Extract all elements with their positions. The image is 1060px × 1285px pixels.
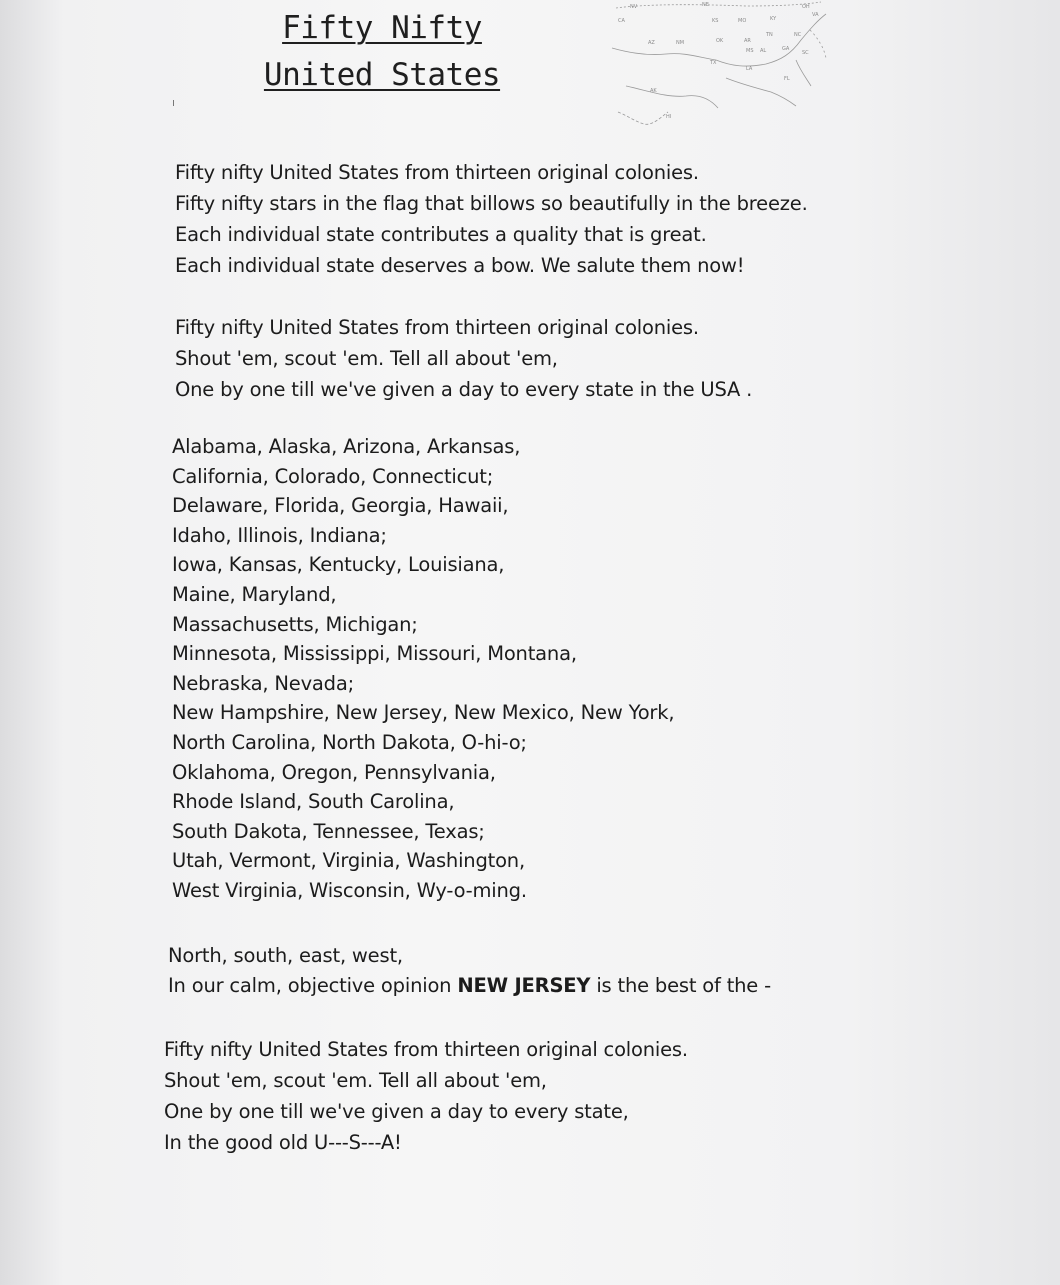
verse-1-line-3: Each individual state contributes a quality that is great. [175,223,707,246]
state-list-line-16: West Virginia, Wisconsin, Wy-o-ming. [172,878,527,902]
map-state-label: HI [666,114,672,120]
verse-1 [175,157,808,281]
map-state-label: NM [676,40,685,46]
song-title-line-2: United States [263,57,501,93]
state-list-line-1: Alabama, Alaska, Arizona, Arkansas, [172,435,521,458]
bridge-line-2-start: In our calm, objective opinion [168,974,458,997]
state-list-line-7: Massachusetts, Michigan; [172,612,418,636]
map-state-label: OH [802,4,810,10]
map-state-label: MO [738,18,747,24]
map-state-label: NE [702,2,709,8]
state-list-line-14: South Dakota, Tennessee, Texas; [172,819,485,843]
map-state-label: VA [812,12,819,18]
state-list-line-13: Rhode Island, South Carolina, [172,790,455,814]
map-state-label: MS [746,48,754,54]
map-state-label: GA [782,46,790,52]
chorus-1-line-1: Fifty nifty United States from thirteen original colonies. [175,316,699,339]
state-list-line-2: California, Colorado, Connecticut; [172,464,494,488]
us-map-sketch [606,0,838,130]
chorus-1 [175,312,752,405]
verse-1-line-2: Fifty nifty stars in the flag that billows so beautifully in the breeze. [175,192,808,215]
state-list-line-9: Nebraska, Nevada; [172,671,354,695]
bridge-line-2 [168,971,771,1001]
verse-1-line-4: Each individual state deserves a bow. We salute them now! [175,254,745,277]
paper-speck [173,100,174,106]
map-state-label: AZ [648,40,655,46]
map-state-label: SC [802,50,809,56]
map-state-label: OK [716,38,724,44]
state-list [172,432,674,906]
state-list-line-6: Maine, Maryland, [172,582,337,606]
map-state-label: KY [770,16,777,22]
final-chorus-line-2: Shout 'em, scout 'em. Tell all about 'em, [164,1069,547,1092]
final-chorus-line-1: Fifty nifty United States from thirteen original colonies. [164,1038,688,1061]
map-state-label: AK [650,88,657,94]
final-chorus-line-4: In the good old U---S---A! [164,1131,402,1154]
state-list-line-12: Oklahoma, Oregon, Pennsylvania, [172,760,496,784]
state-list-line-4: Idaho, Illinois, Indiana; [172,523,387,547]
map-state-label: TN [766,32,773,38]
map-state-label: CA [618,18,625,24]
state-list-line-5: Iowa, Kansas, Kentucky, Louisiana, [172,553,505,577]
verse-1-line-1: Fifty nifty United States from thirteen original colonies. [175,161,699,184]
map-state-label: NV [630,4,638,10]
map-state-label: TX [710,60,717,66]
new-jersey-emphasis: NEW JERSEY [457,974,591,997]
bridge-line-2-end: is the best of the - [590,974,771,997]
map-state-label: NC [794,32,802,38]
state-list-line-10: New Hampshire, New Jersey, New Mexico, New York, [172,701,675,725]
bridge-line-1: North, south, east, west, [168,944,403,967]
map-state-label: FL [784,76,790,82]
final-chorus [164,1034,688,1158]
map-state-label: KS [712,18,719,24]
chorus-1-line-2: Shout 'em, scout 'em. Tell all about 'em, [175,347,558,370]
map-state-label: AL [760,48,767,54]
map-state-label: AR [744,38,751,44]
state-list-line-11: North Carolina, North Dakota, O-hi-o; [172,730,527,754]
song-title-line-1: Fifty Nifty [282,10,482,46]
state-list-line-8: Minnesota, Mississippi, Missouri, Montana, [172,642,577,666]
state-list-line-3: Delaware, Florida, Georgia, Hawaii, [172,494,509,518]
state-list-line-15: Utah, Vermont, Virginia, Washington, [172,849,525,873]
final-chorus-line-3: One by one till we've given a day to every state, [164,1100,629,1123]
map-state-label: LA [746,66,753,72]
bridge [168,941,771,1001]
chorus-1-line-3: One by one till we've given a day to every state in the USA . [175,378,753,401]
